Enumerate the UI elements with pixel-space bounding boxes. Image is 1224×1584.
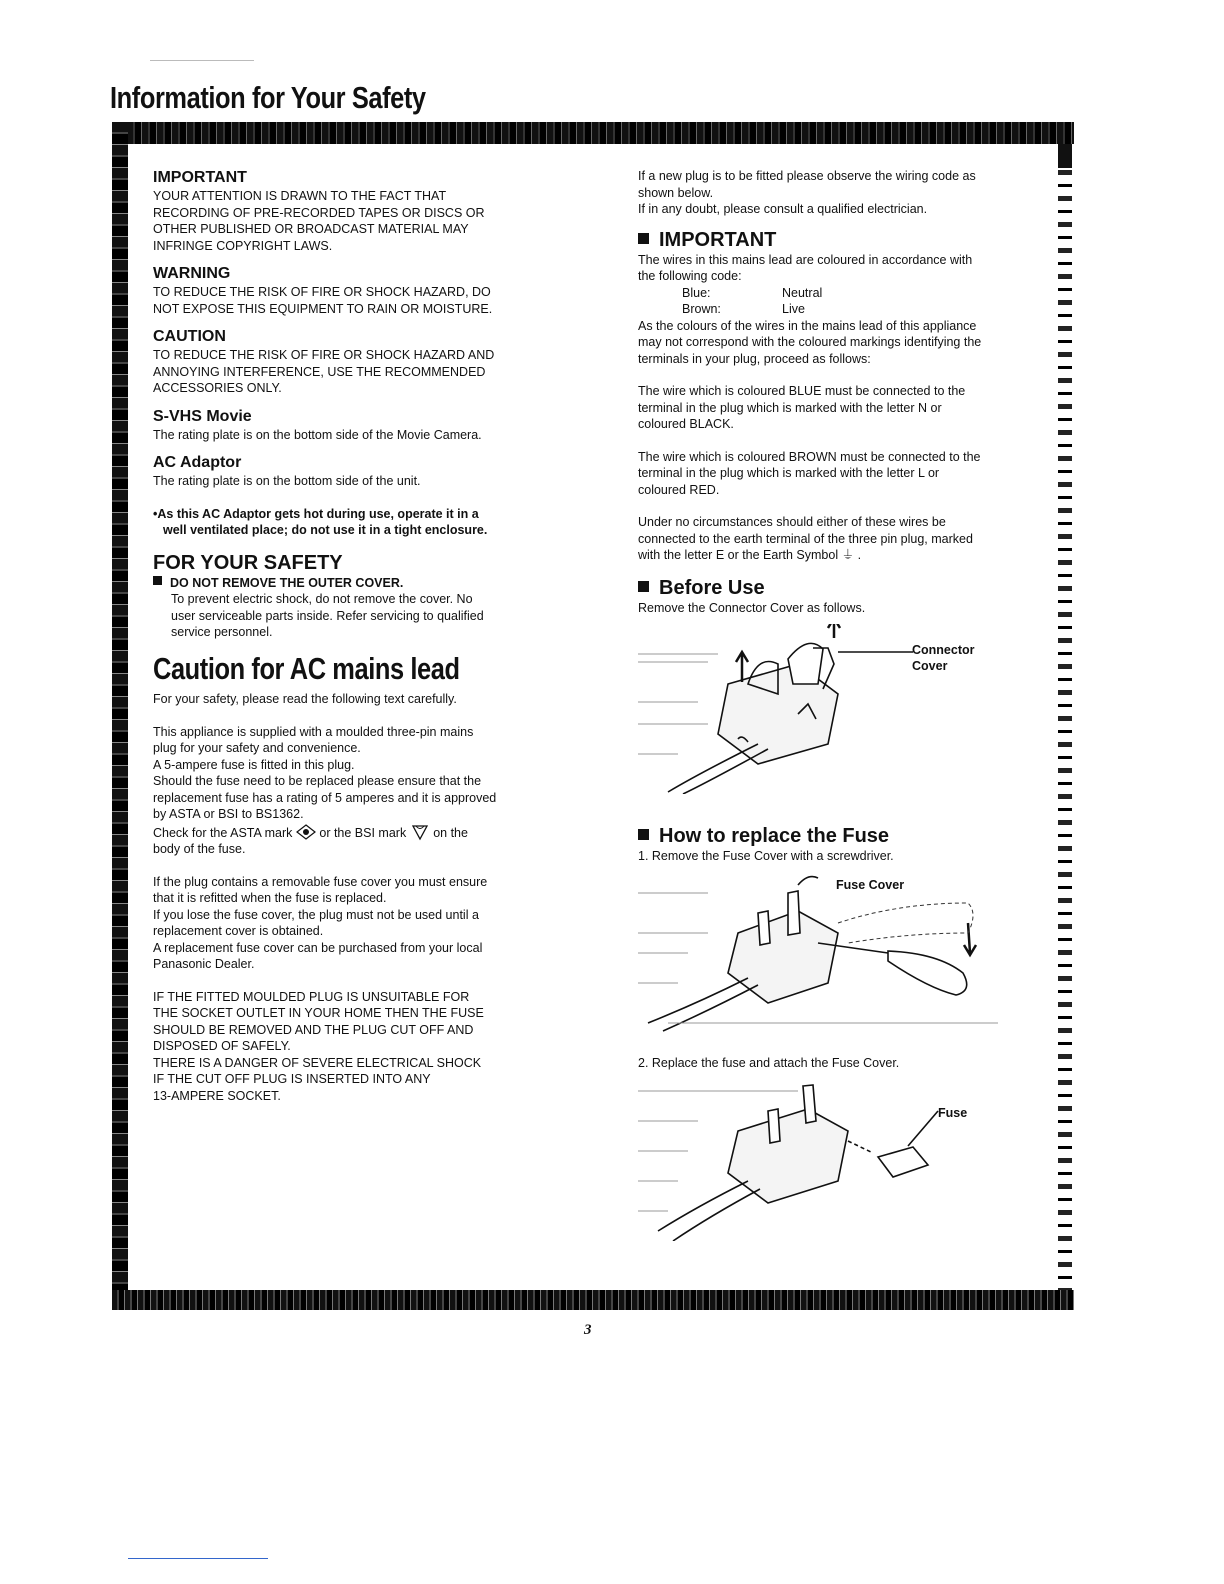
check-body-text: body of the fuse. bbox=[153, 842, 246, 856]
replace-fuse-step2: 2. Replace the fuse and attach the Fuse Cover. bbox=[638, 1055, 900, 1070]
wire-meaning: Neutral bbox=[782, 285, 823, 300]
before-use-heading: Before Use bbox=[659, 576, 765, 599]
blue-wire-line: coloured BLACK. bbox=[638, 417, 734, 431]
earth-wire-line: Under no circumstances should either of these wires be bbox=[638, 515, 946, 529]
check-bsi-text: or the BSI mark bbox=[319, 825, 407, 840]
blue-wire-line: The wire which is coloured BLUE must be connected to the bbox=[638, 384, 966, 398]
warning-heading: WARNING bbox=[153, 265, 231, 282]
wiring-intro-line: The wires in this mains lead are coloured in accordance with bbox=[638, 252, 973, 267]
page-number: 3 bbox=[584, 1322, 592, 1338]
safety-line: service personnel. bbox=[171, 625, 273, 639]
important-wiring-heading: IMPORTANT bbox=[659, 228, 777, 251]
bullet-icon bbox=[638, 829, 649, 840]
mains-para2-line: Panasonic Dealer. bbox=[153, 957, 255, 971]
warning-line: TO REDUCE THE RISK OF FIRE OR SHOCK HAZARD, DO bbox=[153, 285, 491, 299]
wiring-after-line: As the colours of the wires in the mains lead of this appliance bbox=[638, 318, 977, 333]
replace-fuse-heading: How to replace the Fuse bbox=[659, 825, 890, 847]
important-line: YOUR ATTENTION IS DRAWN TO THE FACT THAT bbox=[153, 189, 447, 203]
hot-notice-line: •As this AC Adaptor gets hot during use, operate it in a bbox=[153, 506, 479, 521]
wire-meaning: Live bbox=[782, 302, 805, 316]
left-column bbox=[153, 168, 558, 1104]
important-line: INFRINGE COPYRIGHT LAWS. bbox=[153, 238, 333, 253]
mains-para2-line: that it is refitted when the fuse is replaced. bbox=[153, 891, 387, 905]
important-line: RECORDING OF PRE-RECORDED TAPES OR DISCS OR bbox=[153, 205, 485, 220]
mains-para1-line: Should the fuse need to be replaced please ensure that the bbox=[153, 774, 482, 788]
mains-para1-line: plug for your safety and convenience. bbox=[153, 741, 361, 755]
svhs-heading: S-VHS Movie bbox=[153, 407, 252, 425]
fuse-cover-label: Fuse Cover bbox=[836, 877, 905, 892]
mains-para3-line: 13-AMPERE SOCKET. bbox=[153, 1088, 281, 1103]
fuse-insert-illustration bbox=[638, 1081, 1008, 1241]
for-your-safety-heading: FOR YOUR SAFETY bbox=[153, 551, 343, 574]
bullet-icon bbox=[638, 233, 649, 244]
fuse-label: Fuse bbox=[938, 1106, 968, 1120]
svhs-text: The rating plate is on the bottom side of the Movie Camera. bbox=[153, 427, 482, 442]
caution-heading: CAUTION bbox=[153, 328, 226, 345]
wire-color: Blue: bbox=[682, 285, 711, 300]
page-title: Information for Your Safety bbox=[110, 80, 426, 115]
caution-line: ANNOYING INTERFERENCE, USE THE RECOMMENDED bbox=[153, 364, 486, 379]
mains-para1-line: A 5-ampere fuse is fitted in this plug. bbox=[153, 757, 355, 772]
check-asta-text: Check for the ASTA mark bbox=[153, 825, 293, 840]
plug-intro-line: If a new plug is to be fitted please observe the wiring code as bbox=[638, 169, 976, 183]
footer-rule bbox=[128, 1558, 268, 1559]
right-column bbox=[638, 168, 1038, 1241]
earth-period: . bbox=[857, 548, 862, 562]
outer-cover-warning: DO NOT REMOVE THE OUTER COVER. bbox=[170, 575, 404, 590]
wiring-after-line: may not correspond with the coloured markings identifying the bbox=[638, 335, 982, 349]
hot-notice-line: well ventilated place; do not use it in a tight enclosure. bbox=[163, 523, 488, 537]
earth-symbol-icon: ⏚ bbox=[841, 548, 855, 562]
brown-wire-line: terminal in the plug which is marked with the letter L or bbox=[638, 466, 940, 480]
ac-adaptor-text: The rating plate is on the bottom side of the unit. bbox=[153, 474, 421, 488]
blue-wire-line: terminal in the plug which is marked with the letter N or bbox=[638, 400, 942, 415]
wire-code-row bbox=[638, 285, 1038, 302]
asta-bsi-check-line bbox=[153, 823, 558, 842]
screwdriver-fuse-cover-drawing bbox=[638, 873, 1008, 1033]
cover-label: Cover bbox=[912, 659, 948, 673]
brown-wire-line: The wire which is coloured BROWN must be connected to the bbox=[638, 449, 981, 464]
caution-mains-intro: For your safety, please read the following text carefully. bbox=[153, 692, 457, 706]
caution-line: TO REDUCE THE RISK OF FIRE OR SHOCK HAZARD AND bbox=[153, 348, 495, 362]
scan-artifact-line bbox=[150, 60, 254, 61]
fuse-cover-illustration bbox=[638, 873, 1008, 1033]
bullet-icon bbox=[153, 576, 162, 585]
caution-line: ACCESSORIES ONLY. bbox=[153, 381, 282, 395]
mains-para1-line: replacement fuse has a rating of 5 amperes and it is approved bbox=[153, 790, 497, 805]
check-on-the-text: on the bbox=[433, 825, 468, 840]
mains-para1-line: This appliance is supplied with a moulded three-pin mains bbox=[153, 724, 474, 739]
mains-para2-line: If you lose the fuse cover, the plug must not be used until a bbox=[153, 907, 479, 922]
mains-para2-line: If the plug contains a removable fuse cover you must ensure bbox=[153, 874, 488, 889]
wire-code-row bbox=[638, 301, 1038, 318]
before-use-text: Remove the Connector Cover as follows. bbox=[638, 600, 866, 615]
mains-para2-line: A replacement fuse cover can be purchased from your local bbox=[153, 940, 483, 955]
decorative-top-band bbox=[112, 122, 1074, 144]
wiring-intro-line: the following code: bbox=[638, 269, 742, 283]
safety-line: user serviceable parts inside. Refer servicing to qualified bbox=[171, 608, 484, 623]
safety-line: To prevent electric shock, do not remove the cover. No bbox=[171, 592, 473, 606]
mains-para3-line: SHOULD BE REMOVED AND THE PLUG CUT OFF AND bbox=[153, 1022, 474, 1037]
earth-wire-line: connected to the earth terminal of the three pin plug, marked bbox=[638, 531, 973, 546]
connector-cover-illustration bbox=[638, 624, 1008, 794]
decorative-bottom-band bbox=[112, 1290, 1074, 1310]
replace-fuse-step1: 1. Remove the Fuse Cover with a screwdriver. bbox=[638, 849, 894, 863]
decorative-left-band bbox=[112, 122, 128, 1310]
bullet-icon bbox=[638, 581, 649, 592]
ac-adaptor-heading: AC Adaptor bbox=[153, 454, 242, 471]
wire-color: Brown: bbox=[682, 302, 721, 316]
brown-wire-line: coloured RED. bbox=[638, 482, 720, 497]
mains-para3-line: THE SOCKET OUTLET IN YOUR HOME THEN THE FUSE bbox=[153, 1006, 484, 1020]
bsi-kitemark-icon bbox=[410, 823, 430, 841]
mains-para3-line: IF THE CUT OFF PLUG IS INSERTED INTO ANY bbox=[153, 1072, 431, 1086]
plug-intro-line: shown below. bbox=[638, 185, 714, 200]
mains-para3-line: DISPOSED OF SAFELY. bbox=[153, 1039, 291, 1053]
caution-mains-title: Caution for AC mains lead bbox=[153, 650, 460, 686]
connector-label: Connector bbox=[912, 643, 975, 657]
warning-line: NOT EXPOSE THIS EQUIPMENT TO RAIN OR MOISTURE. bbox=[153, 301, 493, 316]
plug-intro-line: If in any doubt, please consult a qualified electrician. bbox=[638, 202, 928, 216]
asta-mark-icon bbox=[296, 824, 316, 840]
mains-para3-line: THERE IS A DANGER OF SEVERE ELECTRICAL SHOCK bbox=[153, 1055, 482, 1070]
mains-para1-line: by ASTA or BSI to BS1362. bbox=[153, 807, 304, 821]
mains-para3-line: IF THE FITTED MOULDED PLUG IS UNSUITABLE FOR bbox=[153, 989, 470, 1004]
important-line: OTHER PUBLISHED OR BROADCAST MATERIAL MAY bbox=[153, 222, 469, 236]
wiring-after-line: terminals in your plug, proceed as follows: bbox=[638, 351, 871, 366]
mains-para2-line: replacement cover is obtained. bbox=[153, 924, 324, 938]
important-heading: IMPORTANT bbox=[153, 169, 247, 186]
earth-text: with the letter E or the Earth Symbol bbox=[638, 548, 839, 562]
decorative-right-marks bbox=[1058, 144, 1072, 1290]
earth-wire-line-last bbox=[638, 547, 1038, 564]
